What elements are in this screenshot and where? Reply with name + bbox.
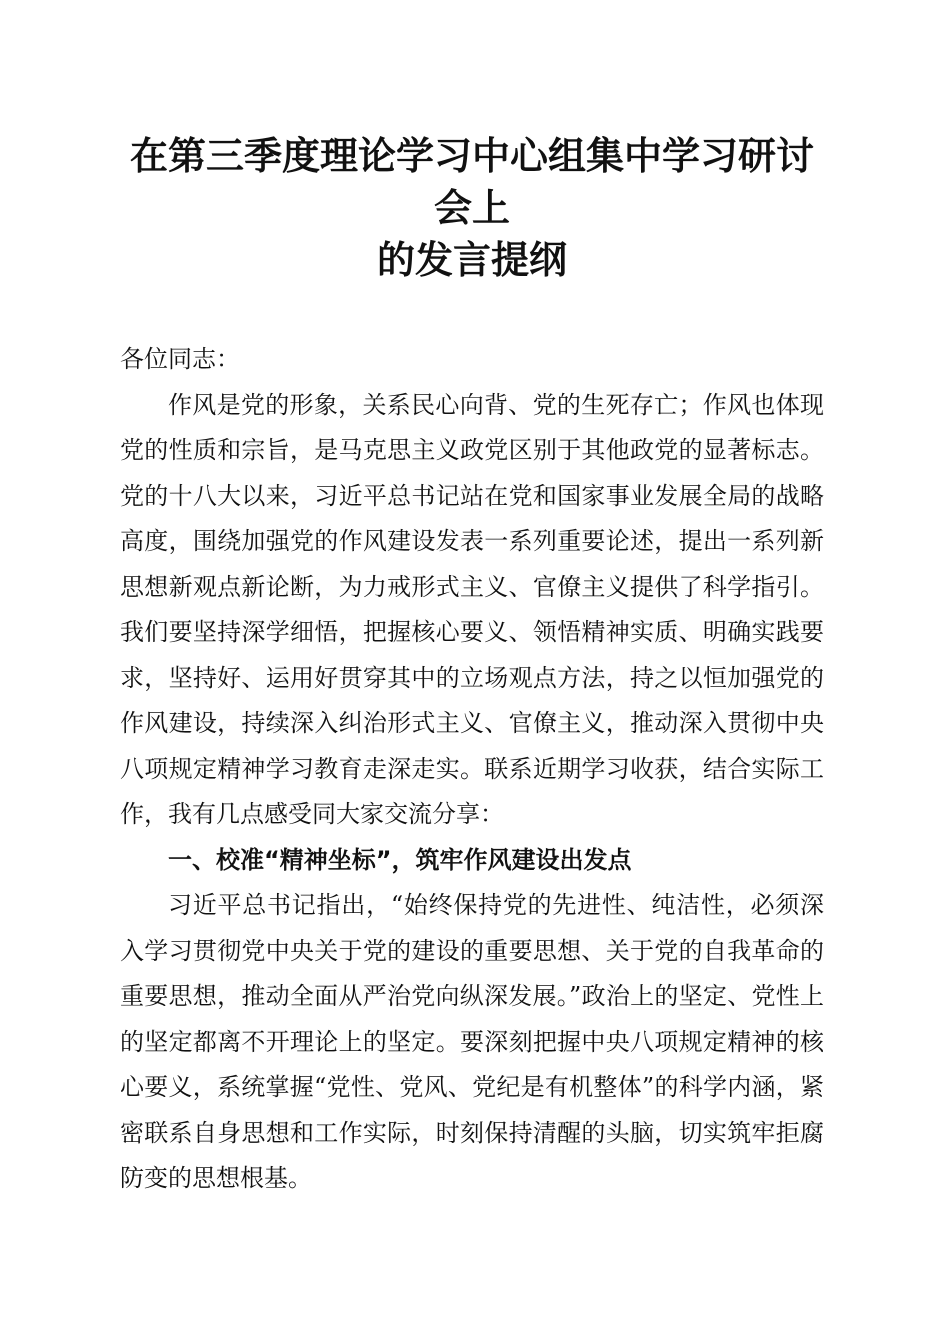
paragraph-intro: 作风是党的形象，关系民心向背、党的生死存亡；作风也体现党的性质和宗旨，是马克思主义政党区别于其他政党的显著标志。党的十八大以来，习近平总书记站在党和国家事业发展全局的战略高度，围绕加强党的作风建设发表一系列重要论述，提出一系列新思想新观点新论断，为力戒形式主义、官僚主义提供了科学指引。我们要坚持深学细悟，把握核心要义、领悟精神实质、明确实践要求，坚持好、运用好贯穿其中的立场观点方法，持之以恒加强党的作风建设，持续深入纠治形式主义、官僚主义，推动深入贯彻中央八项规定精神学习教育走深走实。联系近期学习收获，结合实际工作，我有几点感受同大家交流分享： [120, 390, 824, 828]
document-title [120, 130, 824, 286]
title-line-1: 在第三季度理论学习中心组集中学习研讨会上 [129, 133, 814, 230]
title-line-2: 的发言提纲 [376, 237, 567, 282]
document-page [120, 130, 824, 1202]
section-1-heading: 一、校准“精神坐标”，筑牢作风建设出发点 [168, 845, 632, 874]
salutation: 各位同志： [120, 345, 240, 373]
paragraph-section-1: 习近平总书记指出，“始终保持党的先进性、纯洁性，必须深入学习贯彻党中央关于党的建设的重要思想、关于党的自我革命的重要思想，推动全面从严治党向纵深发展。”政治上的坚定、党性上的坚定都离不开理论上的坚定。要深刻把握中央八项规定精神的核心要义，系统掌握“党性、党风、党纪是有机整体”的科学内涵，紧密联系自身思想和工作实际，时刻保持清醒的头脑，切实筑牢拒腐防变的思想根基。 [120, 891, 824, 1192]
